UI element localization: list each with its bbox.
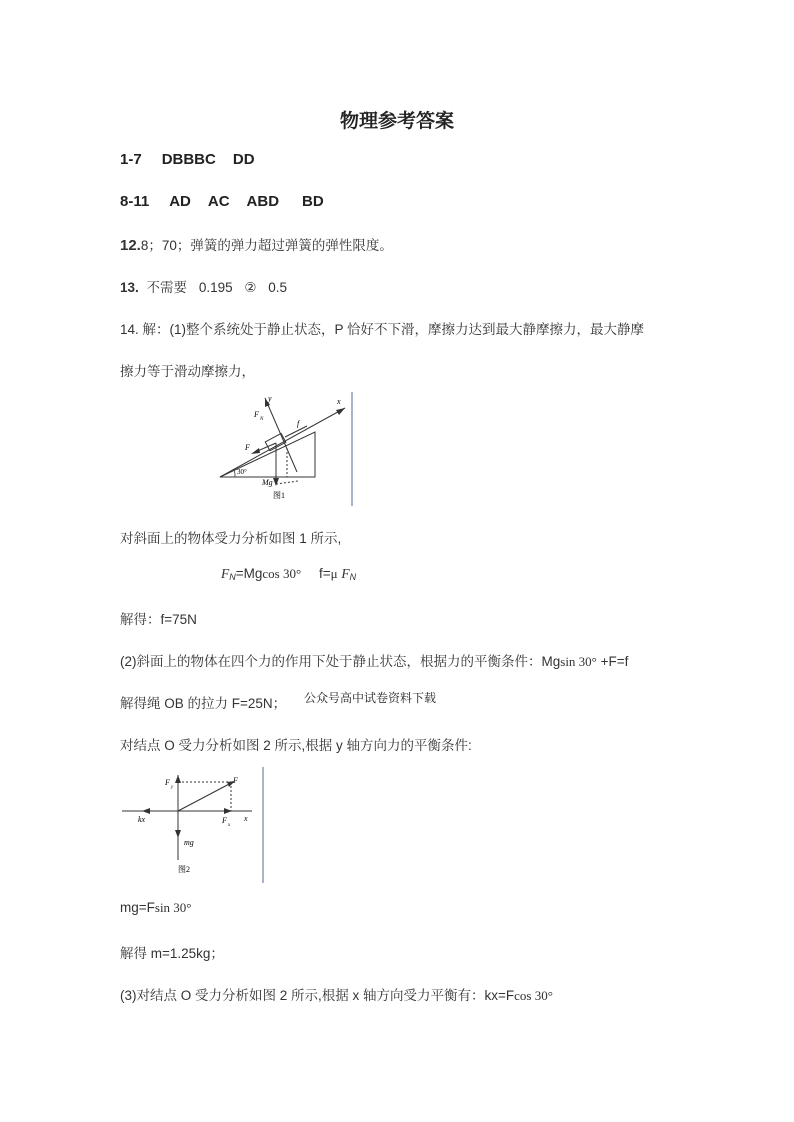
q12-number: 12. — [120, 237, 141, 254]
figure-2-force-diagram — [120, 765, 270, 887]
mc-answer: AC — [207, 193, 230, 210]
fig2-fx-label: F — [222, 816, 227, 825]
fig1-caption: 图1 — [273, 491, 285, 500]
eq1-fn: F — [221, 566, 230, 581]
fig1-x-label: x — [337, 397, 341, 406]
mc-answer: AD — [169, 193, 191, 210]
q14-line2: 擦力等于滑动摩擦力， — [120, 364, 255, 379]
line5-post: +F=f — [600, 654, 629, 669]
fig2-caption: 图2 — [178, 865, 190, 874]
eq2-func: sin 30° — [154, 900, 192, 915]
fig2-fy-label: F — [165, 778, 170, 787]
q14-line4: 解得：f=75N — [120, 612, 197, 627]
fig2-fy-sub: y — [171, 785, 174, 790]
q14-line3: 对斜面上的物体受力分析如图 1 所示, — [120, 531, 342, 546]
q14-line1: 14. 解：(1)整个系统处于静止状态，P 恰好不下滑，摩擦力达到最大静摩擦力，最大静摩 — [120, 322, 645, 337]
fig1-angle-label: 30° — [237, 468, 247, 476]
q13-a3: ② — [244, 280, 257, 295]
fig2-fx-sub: x — [228, 823, 231, 828]
mc-answers-1 — [120, 151, 272, 168]
q12-text: 8；70；弹簧的弹力超过弹簧的弹性限度。 — [140, 238, 393, 253]
q14-line9 — [120, 984, 553, 1004]
mc-answers-2 — [120, 193, 341, 210]
q14-line6: 解得绳 OB 的拉力 F=25N； — [120, 696, 287, 711]
eq1-mid: =Mg — [235, 566, 263, 581]
fig2-x-label: x — [244, 814, 248, 823]
mc-answer: DBBBC — [161, 151, 216, 168]
mc-answer: DD — [232, 151, 255, 168]
q12-answer — [120, 234, 393, 254]
q14-line7: 对结点 O 受力分析如图 2 所示,根据 y 轴方向力的平衡条件: — [120, 738, 472, 753]
fig1-f-label: f — [297, 419, 300, 428]
q13-number: 13. — [120, 280, 139, 295]
fig1-F-label: F — [245, 443, 250, 452]
line9-func: cos 30° — [514, 988, 553, 1003]
q14-line8: 解得 m=1.25kg； — [120, 946, 224, 961]
eq1-mu: μ — [330, 566, 338, 581]
fig1-fn-label: F — [254, 410, 259, 419]
fig1-y-label: y — [268, 394, 272, 403]
fig2-kx-label: kx — [138, 815, 146, 824]
eq1-func: cos 30° — [262, 566, 302, 581]
q14-eq1 — [221, 566, 356, 582]
eq1-f: f= — [318, 566, 331, 581]
line9-text: (3)对结点 O 受力分析如图 2 所示,根据 x 轴方向受力平衡有：kx=F — [120, 988, 515, 1003]
page-title: 物理参考答案 — [339, 110, 454, 132]
fig1-mg-label: Mg — [262, 478, 273, 487]
line5-text: (2)斜面上的物体在四个力的作用下处于静止状态，根据力的平衡条件：Mg — [120, 654, 561, 669]
q13-a4: 0.5 — [268, 280, 288, 295]
line5-func: sin 30° — [560, 654, 597, 669]
q14-line5 — [120, 650, 628, 670]
mc-answer: ABD — [246, 193, 280, 210]
fig2-mg-label: mg — [184, 838, 194, 847]
q13-a2: 0.195 — [198, 280, 233, 295]
fig1-fn-sub: N — [260, 417, 264, 422]
mc-range: 8-11 — [120, 193, 150, 210]
q13-answer — [120, 276, 287, 296]
mc-range: 1-7 — [120, 151, 142, 168]
figure-1-incline-diagram — [215, 390, 360, 510]
mc-answer: BD — [302, 193, 324, 210]
eq1-fn2: F — [341, 566, 350, 581]
q14-eq2 — [120, 900, 192, 916]
watermark-note: 公众号高中试卷资料下载 — [304, 691, 437, 705]
eq1-fn2-sub: N — [349, 572, 357, 582]
q13-a1: 不需要 — [146, 280, 188, 295]
eq1-fn-sub: N — [229, 572, 236, 582]
eq2-text: mg=F — [120, 900, 155, 915]
fig2-F-label: F — [233, 776, 238, 785]
